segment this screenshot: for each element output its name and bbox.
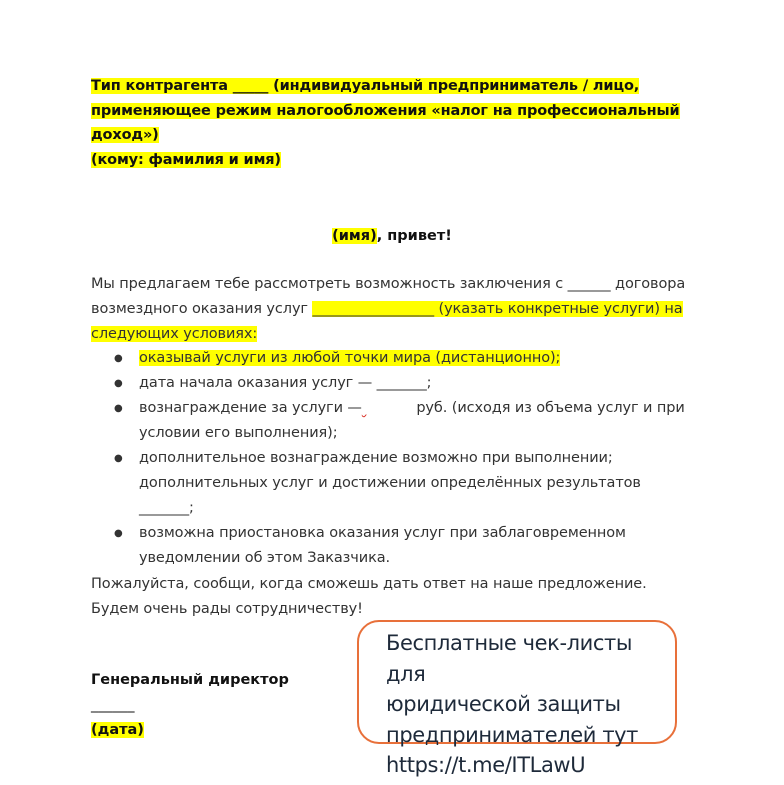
condition-item-suspension	[91, 521, 691, 571]
intro-line-2-highlight: _________________ (указать конкретные услуги) на	[312, 301, 683, 317]
condition-3-line-2: условии его выполнения);	[139, 425, 338, 441]
closing-line-1: Пожалуйста, сообщи, когда сможешь дать ответ на наше предложение.	[91, 576, 647, 592]
signature-block	[91, 668, 391, 743]
promo-line-3: предпринимателей тут	[386, 722, 639, 747]
intro-line-2-start: возмездного оказания услуг	[91, 301, 313, 317]
greeting-name-placeholder: (имя)	[332, 228, 377, 244]
signature-date: (дата)	[91, 722, 144, 738]
conditions-list	[91, 346, 691, 571]
condition-4-line-2: дополнительных услуг и достижении определённых результатов _______;	[139, 475, 641, 516]
header-line-2: применяющее режим налогообложения «налог на профессиональный	[91, 102, 680, 119]
closing-paragraph	[91, 572, 691, 622]
condition-5-line-1: возможна приостановка оказания услуг при заблаговременном	[139, 525, 626, 541]
counterparty-header	[91, 74, 731, 172]
header-line-1: Тип контрагента _____ (индивидуальный предприниматель / лицо,	[91, 78, 640, 94]
promo-line-1: Бесплатные чек-листы для	[386, 631, 633, 686]
intro-line-1: Мы предлагаем тебе рассмотреть возможность заключения с ______ договора	[91, 276, 686, 292]
condition-4-line-1: дополнительное вознаграждение возможно при выполнении;	[139, 450, 613, 466]
condition-item-start-date	[91, 371, 691, 396]
intro-line-3-highlight: следующих условиях:	[91, 326, 258, 342]
condition-5-line-2: уведомлении об этом Заказчика.	[139, 550, 391, 566]
condition-item-remote	[91, 346, 691, 371]
closing-line-2: Будем очень рады сотрудничеству!	[91, 601, 363, 617]
greeting	[0, 224, 784, 248]
header-line-4: (кому: фамилия и имя)	[91, 151, 281, 168]
signature-line: ______	[91, 697, 135, 713]
header-line-3: доход»)	[91, 127, 159, 143]
condition-item-bonus	[91, 446, 691, 521]
signature-title: Генеральный директор	[91, 672, 289, 688]
condition-item-fee	[91, 396, 691, 446]
promo-callout	[357, 620, 677, 777]
condition-2-text: дата начала оказания услуг — _______;	[139, 375, 432, 391]
greeting-text: , привет!	[376, 228, 452, 244]
promo-line-2: юридической защиты	[386, 692, 621, 716]
condition-3-end: руб. (исходя из объема услуг и при	[411, 400, 685, 416]
intro-paragraph	[91, 272, 691, 347]
condition-3-start: вознаграждение за услуги —	[139, 400, 362, 416]
spellcheck-underline	[362, 396, 412, 421]
condition-1-text: оказывай услуги из любой точки мира (дистанционно);	[139, 350, 561, 366]
promo-link[interactable]: https://t.me/ITLawU	[386, 753, 586, 777]
